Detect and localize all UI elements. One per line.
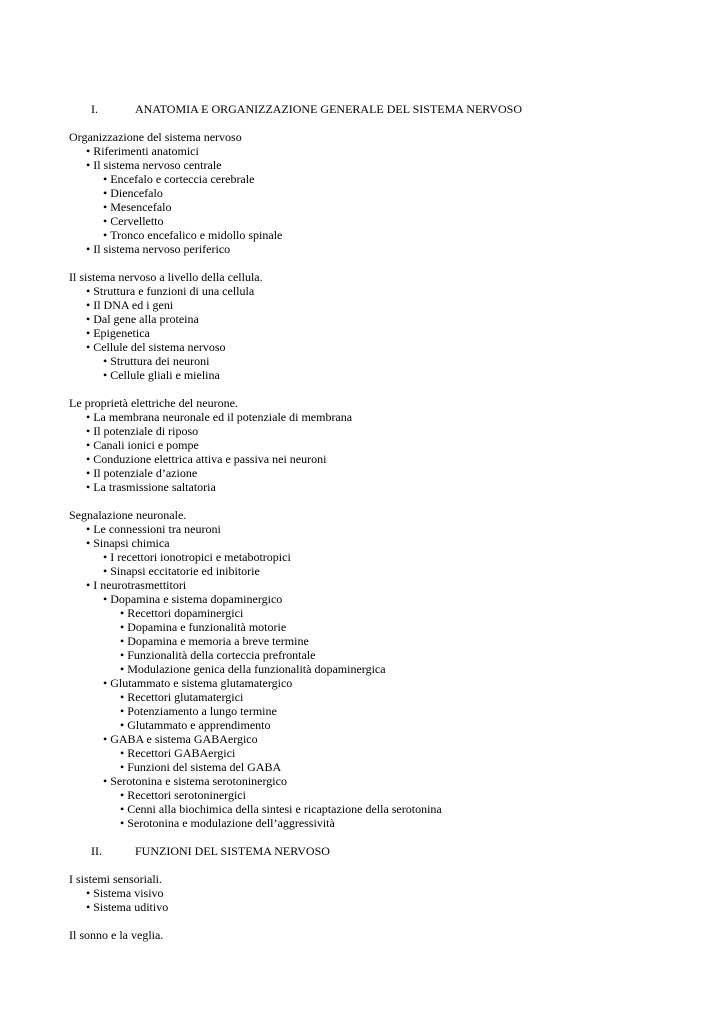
section-title: FUNZIONI DEL SISTEMA NERVOSO — [135, 844, 330, 858]
list-item: • La membrana neuronale ed il potenziale di membrana — [86, 410, 353, 424]
bullet-icon: • — [103, 564, 108, 578]
bullet-icon: • — [86, 438, 91, 452]
bullet-icon: • — [86, 424, 91, 438]
list-item: • Dopamina e memoria a breve termine — [120, 634, 309, 648]
list-item: • Potenziamento a lungo termine — [120, 704, 277, 718]
list-item: • Sistema visivo — [86, 886, 164, 900]
bullet-icon: • — [86, 466, 91, 480]
bullet-icon: • — [86, 886, 91, 900]
list-item: • Glutammato e sistema glutamatergico — [103, 676, 293, 690]
bullet-icon: • — [103, 676, 108, 690]
bullet-icon: • — [120, 816, 125, 830]
bullet-icon: • — [86, 452, 91, 466]
list-item: • Conduzione elettrica attiva e passiva nei neuroni — [86, 452, 327, 466]
list-item: • I neurotrasmettitori — [86, 578, 187, 592]
bullet-icon: • — [86, 298, 91, 312]
list-item: • Diencefalo — [103, 186, 163, 200]
bullet-icon: • — [86, 340, 91, 354]
group-heading: Le proprietà elettriche del neurone. — [69, 396, 238, 410]
group-heading: I sistemi sensoriali. — [69, 872, 162, 886]
list-item: • Tronco encefalico e midollo spinale — [103, 228, 283, 242]
bullet-icon: • — [86, 242, 91, 256]
bullet-icon: • — [103, 186, 108, 200]
list-item: • Struttura dei neuroni — [103, 354, 210, 368]
list-item: • Sinapsi eccitatorie ed inibitorie — [103, 564, 260, 578]
bullet-icon: • — [120, 704, 125, 718]
list-item: • Serotonina e modulazione dell’aggressività — [120, 816, 335, 830]
bullet-icon: • — [103, 228, 108, 242]
list-item: • Sinapsi chimica — [86, 536, 170, 550]
bullet-icon: • — [103, 550, 108, 564]
list-item: • Encefalo e corteccia cerebrale — [103, 172, 255, 186]
section-number: II. — [91, 844, 102, 858]
group-heading: Il sonno e la veglia. — [69, 928, 164, 942]
bullet-icon: • — [103, 172, 108, 186]
bullet-icon: • — [120, 760, 125, 774]
bullet-icon: • — [86, 144, 91, 158]
bullet-icon: • — [86, 326, 91, 340]
bullet-icon: • — [86, 522, 91, 536]
list-item: • Il sistema nervoso centrale — [86, 158, 222, 172]
list-item: • Recettori GABAergici — [120, 746, 236, 760]
group-heading: Segnalazione neuronale. — [69, 508, 187, 522]
bullet-icon: • — [86, 410, 91, 424]
bullet-icon: • — [86, 480, 91, 494]
list-item: • Cellule del sistema nervoso — [86, 340, 226, 354]
list-item: • Glutammato e apprendimento — [120, 718, 271, 732]
list-item: • Funzionalità della corteccia prefrontale — [120, 648, 316, 662]
list-item: • Serotonina e sistema serotoninergico — [103, 774, 287, 788]
group-heading: Organizzazione del sistema nervoso — [69, 130, 242, 144]
list-item: • Le connessioni tra neuroni — [86, 522, 221, 536]
bullet-icon: • — [120, 802, 125, 816]
bullet-icon: • — [86, 284, 91, 298]
bullet-icon: • — [120, 648, 125, 662]
list-item: • Il sistema nervoso periferico — [86, 242, 231, 256]
list-item: • I recettori ionotropici e metabotropici — [103, 550, 291, 564]
list-item: • Dopamina e sistema dopaminergico — [103, 592, 283, 606]
list-item: • Modulazione genica della funzionalità dopaminergica — [120, 662, 386, 676]
list-item: • Cenni alla biochimica della sintesi e ricaptazione della serotonina — [120, 802, 442, 816]
list-item: • Il potenziale di riposo — [86, 424, 199, 438]
bullet-icon: • — [120, 690, 125, 704]
list-item: • Cellule gliali e mielina — [103, 368, 220, 382]
bullet-icon: • — [86, 312, 91, 326]
list-item: • Mesencefalo — [103, 200, 172, 214]
group-heading: Il sistema nervoso a livello della cellula. — [69, 270, 263, 284]
bullet-icon: • — [103, 774, 108, 788]
list-item: • Recettori dopaminergici — [120, 606, 244, 620]
bullet-icon: • — [103, 368, 108, 382]
list-item: • Riferimenti anatomici — [86, 144, 199, 158]
bullet-icon: • — [86, 900, 91, 914]
bullet-icon: • — [120, 746, 125, 760]
list-item: • GABA e sistema GABAergico — [103, 732, 258, 746]
section-title: ANATOMIA E ORGANIZZAZIONE GENERALE DEL SISTEMA NERVOSO — [135, 102, 523, 116]
bullet-icon: • — [120, 788, 125, 802]
bullet-icon: • — [120, 620, 125, 634]
list-item: • Cervelletto — [103, 214, 164, 228]
list-item: • Il DNA ed i geni — [86, 298, 174, 312]
bullet-icon: • — [86, 158, 91, 172]
bullet-icon: • — [103, 732, 108, 746]
list-item: • Recettori serotoninergici — [120, 788, 246, 802]
bullet-icon: • — [120, 662, 125, 676]
bullet-icon: • — [103, 200, 108, 214]
list-item: • Dal gene alla proteina — [86, 312, 199, 326]
list-item: • Dopamina e funzionalità motorie — [120, 620, 287, 634]
list-item: • Il potenziale d’azione — [86, 466, 198, 480]
section-number: I. — [91, 102, 98, 116]
list-item: • Sistema uditivo — [86, 900, 169, 914]
list-item: • Funzioni del sistema del GABA — [120, 760, 282, 774]
bullet-icon: • — [103, 214, 108, 228]
bullet-icon: • — [120, 718, 125, 732]
bullet-icon: • — [103, 354, 108, 368]
bullet-icon: • — [86, 578, 91, 592]
bullet-icon: • — [120, 634, 125, 648]
list-item: • Recettori glutamatergici — [120, 690, 244, 704]
bullet-icon: • — [103, 592, 108, 606]
list-item: • La trasmissione saltatoria — [86, 480, 216, 494]
bullet-icon: • — [120, 606, 125, 620]
bullet-icon: • — [86, 536, 91, 550]
list-item: • Epigenetica — [86, 326, 150, 340]
list-item: • Canali ionici e pompe — [86, 438, 199, 452]
list-item: • Struttura e funzioni di una cellula — [86, 284, 255, 298]
